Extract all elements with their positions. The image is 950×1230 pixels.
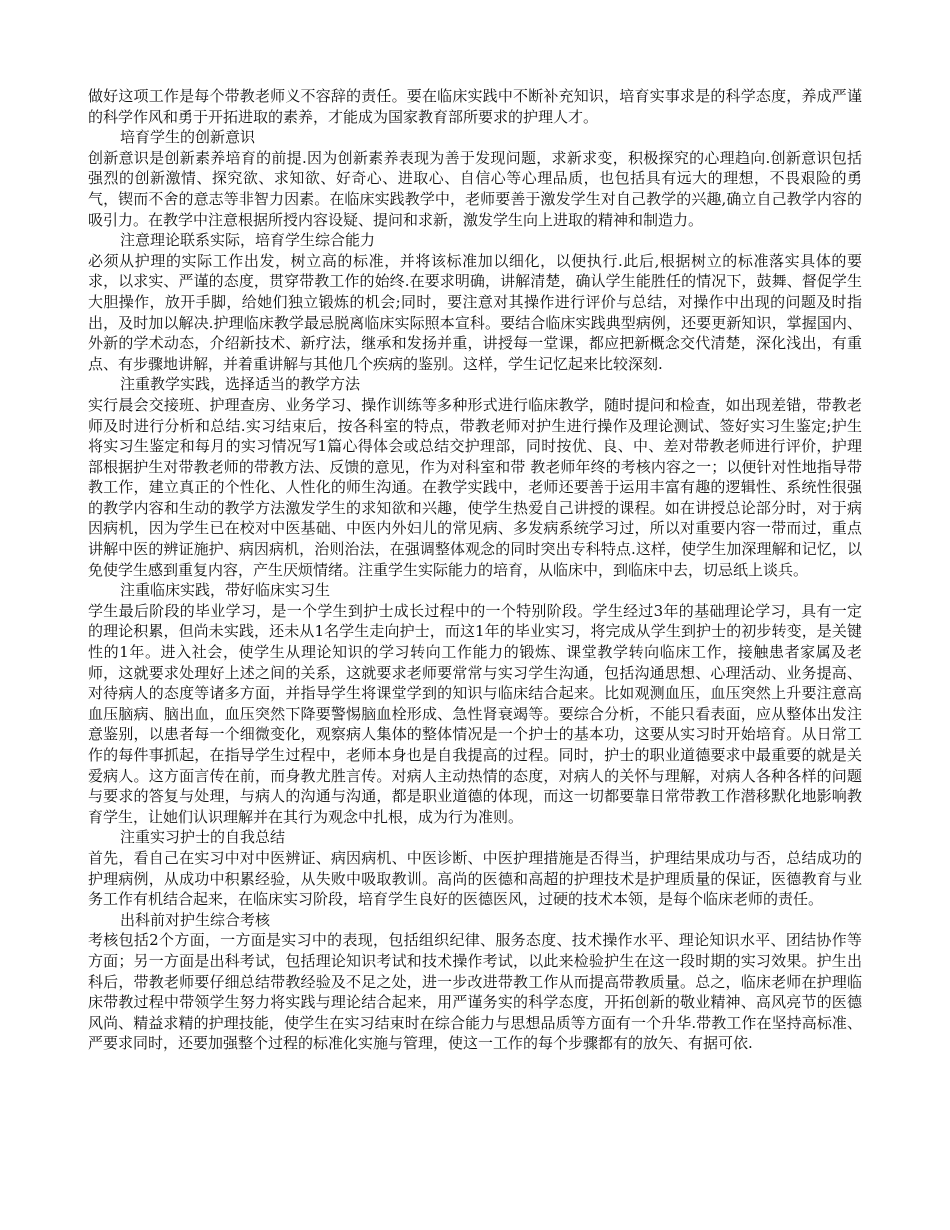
section-heading-innovation: 培育学生的创新意识: [120, 128, 256, 147]
paragraph-final-assessment: 考核包括2个方面，一方面是实习中的表现，包括组织纪律、服务态度、技术操作水平、理论知识水平、团结协作等方面；另一方面是出科考试，包括理论知识考试和技术操作考试，以此来检验护生在这一段时期的实习效果。护生出科后，带教老师要仔细总结带教经验及不足之处，进一步改进带教工作从而提高带教质量。总之，临床老师在护理临床带教过程中带领学生努力将实践与理论结合起来，用严谨务实的科学态度，开拓创新的敬业精神、高风亮节的医德风尚、精益求精的护理技能，使学生在实习结束时在综合能力与思想品质等方面有一个升华.带教工作在坚持高标准、严要求同时，还要加强整个过程的标准化实施与管理，使这一工作的每个步骤都有的放矢、有据可依.: [88, 931, 862, 1053]
section-heading-theory-practice: 注意理论联系实际，培育学生综合能力: [120, 231, 376, 250]
paragraph-intro: 做好这项工作是每个带教老师义不容辞的责任。要在临床实践中不断补充知识，培育实事求是的科学态度，养成严谨的科学作风和勇于开拓进取的素养，才能成为国家教育部所要求的护理人才。: [88, 87, 862, 126]
section-heading-clinical-interns: 注重临床实践，带好临床实习生: [120, 581, 331, 600]
paragraph-teaching-methods: 实行晨会交接班、护理查房、业务学习、操作训练等多种形式进行临床教学，随时提问和检查，如出现差错，带教老师及时进行分析和总结.实习结束后，按各科室的特点，带教老师对护生进行操作及理论测试、签好实习生鉴定;护生将实习生鉴定和每月的实习情况写1篇心得体会或总结交护理部，同时按优、良、中、差对带教老师进行评价，护理部根据护生对带教老师的带教方法、反馈的意见，作为对科室和带 教老师年终的考核内容之一；以便针对性地指导带教工作，建立真正的个性化、人性化的师生沟通。在教学实践中，老师还要善于运用丰富有趣的逻辑性、系统性很强的教学内容和生动的教学方法激发学生的求知欲和兴趣，使学生热爱自己讲授的课程。如在讲授总论部分时，对于病因病机，因为学生已在校对中医基础、中医内外妇儿的常见病、多发病系统学习过，所以对重要内容一带而过，重点讲解中医的辨证施护、病因病机，治则治法，在强调整体观念的同时突出专科特点.这样，使学生加深理解和记忆，以免使学生感到重复内容，产生厌烦情绪。注重学生实际能力的培育，从临床中，到临床中去，切忌纸上谈兵。: [88, 395, 862, 579]
section-heading-self-summary: 注重实习护士的自我总结: [120, 828, 286, 847]
section-heading-final-assessment: 出科前对护生综合考核: [120, 910, 271, 929]
paragraph-clinical-interns: 学生最后阶段的毕业学习，是一个学生到护士成长过程中的一个特别阶段。学生经过3年的基础理论学习，具有一定的理论积累，但尚未实践，还未从1名学生走向护士，而这1年的毕业实习，将完成从学生到护士的初步转变，是关键性的1年。进入社会，使学生从理论知识的学习转向工作能力的锻炼、课堂教学转向临床工作，接触患者家属及老师，这就要求处理好上述之间的关系，这就要求老师要常常与实习学生沟通，包括沟通思想、心理活动、业务提高、对待病人的态度等诸多方面，并指导学生将课堂学到的知识与临床结合起来。比如观测血压，血压突然上升要注意高血压脑病、脑出血，血压突然下降要警惕脑血栓形成、急性肾衰竭等。要综合分析，不能只看表面，应从整体出发注意鉴别，以患者每一个细微变化，观察病人集体的整体情况是一个护士的基本功，这要从实习时开始培育。从日常工作的每件事抓起，在指导学生过程中，老师本身也是自我提高的过程。同时，护士的职业道德要求中最重要的就是关爱病人。这方面言传在前，而身教尤胜言传。对病人主动热情的态度，对病人的关怀与理解，对病人各种各样的问题与要求的答复与处理，与病人的沟通与沟通，都是职业道德的体现，而这一切都要靠日常带教工作潜移默化地影响教育学生，让她们认识理解并在其行为观念中扎根，成为行为准则。: [88, 601, 862, 826]
section-heading-teaching-methods: 注重教学实践，选择适当的教学方法: [120, 375, 361, 394]
paragraph-theory-practice: 必须从护理的实际工作出发，树立高的标准，并将该标准加以细化，以便执行.此后,根据树立的标准落实具体的要求，以求实、严谨的态度，贯穿带教工作的始终.在要求明确，讲解清楚，确认学生能胜任的情况下，鼓舞、督促学生大胆操作，放开手脚，给她们独立锻炼的机会;同时，要注意对其操作进行评价与总结，对操作中出现的问题及时指出，及时加以解决.护理临床教学最忌脱离临床实际照本宣科。要结合临床实践典型病例，还要更新知识，掌握国内、外新的学术动态，介绍新技术、新疗法，继承和发扬并重，讲授每一堂课，都应把新概念交代清楚，深化浅出，有重点、有步骤地讲解，并着重讲解与其他几个疾病的鉴别。这样，学生记忆起来比较深刻.: [88, 251, 862, 373]
paragraph-innovation: 创新意识是创新素养培育的前提.因为创新素养表现为善于发现问题，求新求变，积极探究的心理趋向.创新意识包括强烈的创新激情、探究欲、求知欲、好奇心、进取心、自信心等心理品质，也包括具有远大的理想，不畏艰险的勇气，锲而不舍的意志等非智力因素。在临床实践教学中，老师要善于激发学生对自己教学的兴趣,确立自己教学内容的吸引力。在教学中注意根据所授内容设疑、提问和求新，激发学生向上进取的精神和制造力。: [88, 148, 862, 229]
paragraph-self-summary: 首先，看自己在实习中对中医辨证、病因病机、中医诊断、中医护理措施是否得当，护理结果成功与否，总结成功的护理病例，从成功中积累经验，从失败中吸取教训。高尚的医德和高超的护理技术是护理质量的保证，医德教育与业务工作有机结合起来，在临床实习阶段，培育学生良好的医德医风，过硬的技术本领，是每个临床老师的责任。: [88, 848, 862, 909]
